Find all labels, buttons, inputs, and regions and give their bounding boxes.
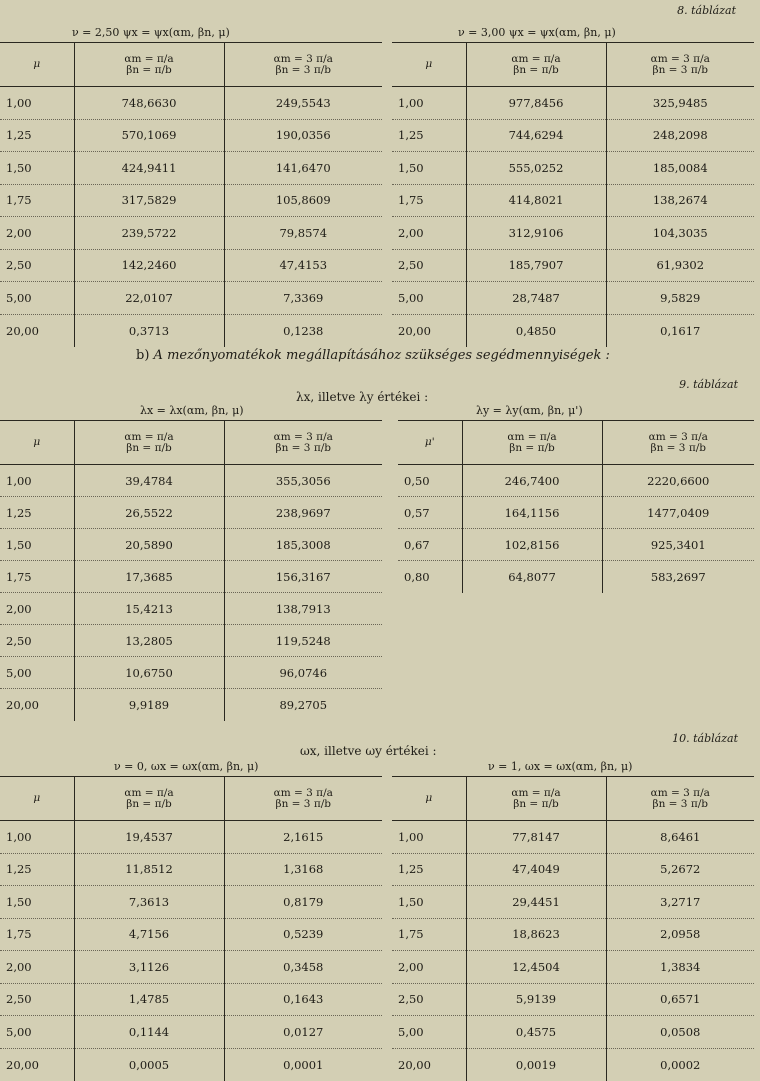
mu-cell: 20,00 xyxy=(398,1057,431,1072)
value-cell: 0,0005 xyxy=(74,1048,224,1081)
mu-cell: 5,00 xyxy=(0,1016,74,1049)
value-cell: 47,4049 xyxy=(466,853,606,886)
header-line: αm = 3 π/a xyxy=(650,786,710,799)
value-cell: 156,3167 xyxy=(224,561,382,593)
header-line: βn = 3 π/b xyxy=(652,797,708,810)
table8-label: 8. táblázat xyxy=(677,4,736,17)
table-row xyxy=(0,1016,382,1049)
value-cell: 0,0019 xyxy=(466,1048,606,1081)
header-line: αm = 3 π/a xyxy=(648,430,708,443)
value-cell: 3,1126 xyxy=(74,951,224,984)
value-cell: 246,7400 xyxy=(462,465,602,497)
value-cell: 1477,0409 xyxy=(602,497,754,529)
mu-cell: 1,75 xyxy=(392,918,466,951)
value-cell: 0,5239 xyxy=(224,918,382,951)
mu-cell: 5,00 xyxy=(0,282,74,315)
value-cell: 26,5522 xyxy=(74,497,224,529)
mu-header: μ' xyxy=(398,421,462,465)
mu-cell: 0,50 xyxy=(398,465,462,497)
value-cell: 0,4575 xyxy=(466,1016,606,1049)
value-cell: 0,3458 xyxy=(224,951,382,984)
table10-right-param: ν = 1, ωx = ωx(αm, βn, μ) xyxy=(488,760,633,773)
mu-cell: 2,00 xyxy=(0,593,74,625)
value-cell: 312,9106 xyxy=(466,217,606,250)
table-row xyxy=(0,184,382,217)
value-cell: 28,7487 xyxy=(466,282,606,315)
table-row xyxy=(398,561,754,593)
value-cell: 317,5829 xyxy=(74,184,224,217)
value-cell: 325,9485 xyxy=(606,87,754,120)
table-row xyxy=(392,184,754,217)
table-row xyxy=(0,689,382,721)
value-cell: 977,8456 xyxy=(466,87,606,120)
header-line: βn = 3 π/b xyxy=(652,63,708,76)
mu-cell: 1,75 xyxy=(392,184,466,217)
mu-header: μ xyxy=(0,777,74,821)
mu-cell: 1,25 xyxy=(392,853,466,886)
table-row xyxy=(0,282,382,315)
header-line: βn = π/b xyxy=(126,441,172,454)
value-cell: 17,3685 xyxy=(74,561,224,593)
table-row xyxy=(0,314,382,347)
table-row xyxy=(392,821,754,854)
mu-cell: 0,57 xyxy=(398,497,462,529)
table-row xyxy=(0,951,382,984)
value-cell: 925,3401 xyxy=(602,529,754,561)
mu-cell: 20,00 xyxy=(6,697,39,712)
header-line: βn = 3 π/b xyxy=(275,63,331,76)
table-row xyxy=(0,983,382,1016)
mu-cell: 1,00 xyxy=(0,465,74,497)
table-row xyxy=(0,87,382,120)
alpha-pi-header xyxy=(74,43,224,87)
value-cell: 5,9139 xyxy=(466,983,606,1016)
value-cell: 138,2674 xyxy=(606,184,754,217)
table9-left-param: λx = λx(αm, βn, μ) xyxy=(140,404,244,417)
table10-caption: ωx, illetve ωy értékei : xyxy=(300,744,437,758)
mu-cell: 2,00 xyxy=(392,217,466,250)
alpha-3pi-header xyxy=(224,421,382,465)
table8-left-param: ν = 2,50 ψx = ψx(αm, βn, μ) xyxy=(72,26,230,39)
header-line: βn = π/b xyxy=(126,797,172,810)
value-cell: 0,1144 xyxy=(74,1016,224,1049)
value-cell: 12,4504 xyxy=(466,951,606,984)
value-cell: 355,3056 xyxy=(224,465,382,497)
value-cell: 102,8156 xyxy=(462,529,602,561)
table-row xyxy=(0,886,382,919)
value-cell: 583,2697 xyxy=(602,561,754,593)
mu-cell: 1,75 xyxy=(0,561,74,593)
value-cell: 119,5248 xyxy=(224,625,382,657)
value-cell: 239,5722 xyxy=(74,217,224,250)
table-row xyxy=(392,886,754,919)
table-row xyxy=(392,249,754,282)
value-cell: 185,0084 xyxy=(606,152,754,185)
table-row xyxy=(398,529,754,561)
mu-cell: 1,50 xyxy=(0,152,74,185)
value-cell: 19,4537 xyxy=(74,821,224,854)
value-cell: 13,2805 xyxy=(74,625,224,657)
mu-cell: 2,00 xyxy=(392,951,466,984)
value-cell: 7,3369 xyxy=(224,282,382,315)
value-cell: 89,2705 xyxy=(224,689,382,721)
value-cell: 185,3008 xyxy=(224,529,382,561)
value-cell: 5,2672 xyxy=(606,853,754,886)
table-row xyxy=(0,217,382,250)
value-cell: 164,1156 xyxy=(462,497,602,529)
mu-cell: 2,50 xyxy=(392,249,466,282)
table9-caption: λx, illetve λy értékei : xyxy=(296,390,429,404)
value-cell: 10,6750 xyxy=(74,657,224,689)
header-line: βn = π/b xyxy=(513,63,559,76)
mu-cell: 2,50 xyxy=(392,983,466,1016)
value-cell: 15,4213 xyxy=(74,593,224,625)
value-cell: 0,0001 xyxy=(224,1048,382,1081)
table-row xyxy=(392,152,754,185)
mu-cell: 2,00 xyxy=(0,951,74,984)
table-row xyxy=(0,561,382,593)
mu-cell: 2,50 xyxy=(0,249,74,282)
table8-right xyxy=(392,42,754,347)
mu-cell: 2,50 xyxy=(0,625,74,657)
header-line: βn = π/b xyxy=(513,797,559,810)
value-cell: 1,3168 xyxy=(224,853,382,886)
mu-cell: 20,00 xyxy=(398,323,431,338)
mu-cell: 1,50 xyxy=(392,886,466,919)
table-row xyxy=(392,282,754,315)
mu-cell: 1,00 xyxy=(0,821,74,854)
value-cell: 1,4785 xyxy=(74,983,224,1016)
value-cell: 0,0127 xyxy=(224,1016,382,1049)
table-row xyxy=(0,853,382,886)
alpha-pi-header xyxy=(74,777,224,821)
mu-header: μ xyxy=(0,421,74,465)
value-cell: 2,1615 xyxy=(224,821,382,854)
value-cell: 0,0508 xyxy=(606,1016,754,1049)
value-cell: 414,8021 xyxy=(466,184,606,217)
value-cell: 0,3713 xyxy=(74,314,224,347)
value-cell: 744,6294 xyxy=(466,119,606,152)
table-row xyxy=(392,119,754,152)
value-cell: 2220,6600 xyxy=(602,465,754,497)
value-cell: 105,8609 xyxy=(224,184,382,217)
table10-label: 10. táblázat xyxy=(672,732,738,745)
table-row xyxy=(0,465,382,497)
alpha-3pi-header xyxy=(224,43,382,87)
table-row xyxy=(392,918,754,951)
value-cell: 0,1238 xyxy=(224,314,382,347)
table-row xyxy=(0,152,382,185)
table-row xyxy=(392,853,754,886)
table-row xyxy=(0,529,382,561)
header-line: βn = π/b xyxy=(126,63,172,76)
alpha-3pi-header xyxy=(606,777,754,821)
header-line: αm = π/a xyxy=(507,430,557,443)
value-cell: 142,2460 xyxy=(74,249,224,282)
mu-cell: 1,00 xyxy=(392,87,466,120)
value-cell: 238,9697 xyxy=(224,497,382,529)
header-line: βn = 3 π/b xyxy=(275,441,331,454)
value-cell: 249,5543 xyxy=(224,87,382,120)
mu-cell: 1,00 xyxy=(392,821,466,854)
mu-cell: 1,00 xyxy=(0,87,74,120)
value-cell: 61,9302 xyxy=(606,249,754,282)
value-cell: 424,9411 xyxy=(74,152,224,185)
mu-cell: 1,50 xyxy=(0,529,74,561)
value-cell: 2,0958 xyxy=(606,918,754,951)
mu-cell: 0,67 xyxy=(398,529,462,561)
alpha-pi-header xyxy=(466,777,606,821)
value-cell: 0,8179 xyxy=(224,886,382,919)
header-line: αm = π/a xyxy=(511,786,561,799)
table-row xyxy=(392,951,754,984)
table10-left xyxy=(0,776,382,1081)
table-row xyxy=(0,821,382,854)
header-line: αm = π/a xyxy=(124,430,174,443)
table10-right xyxy=(392,776,754,1081)
alpha-3pi-header xyxy=(224,777,382,821)
table-row xyxy=(0,657,382,689)
mu-cell: 2,00 xyxy=(0,217,74,250)
value-cell: 570,1069 xyxy=(74,119,224,152)
header-line: αm = 3 π/a xyxy=(273,52,333,65)
value-cell: 39,4784 xyxy=(74,465,224,497)
alpha-pi-header xyxy=(462,421,602,465)
table9-right-param: λy = λy(αm, βn, μ') xyxy=(476,404,583,417)
value-cell: 18,8623 xyxy=(466,918,606,951)
value-cell: 79,8574 xyxy=(224,217,382,250)
value-cell: 9,5829 xyxy=(606,282,754,315)
table8-left xyxy=(0,42,382,347)
mu-header: μ xyxy=(392,777,466,821)
table-row xyxy=(392,217,754,250)
value-cell: 141,6470 xyxy=(224,152,382,185)
value-cell: 1,3834 xyxy=(606,951,754,984)
table-row xyxy=(392,1016,754,1049)
table-row xyxy=(398,497,754,529)
value-cell: 7,3613 xyxy=(74,886,224,919)
value-cell: 96,0746 xyxy=(224,657,382,689)
mu-cell: 1,25 xyxy=(392,119,466,152)
value-cell: 104,3035 xyxy=(606,217,754,250)
mu-cell: 5,00 xyxy=(0,657,74,689)
table9-right xyxy=(398,420,754,593)
value-cell: 4,7156 xyxy=(74,918,224,951)
value-cell: 185,7907 xyxy=(466,249,606,282)
value-cell: 555,0252 xyxy=(466,152,606,185)
table10-left-param: ν = 0, ωx = ωx(αm, βn, μ) xyxy=(114,760,259,773)
value-cell: 748,6630 xyxy=(74,87,224,120)
section-b-prefix: b) xyxy=(136,348,150,363)
table8-right-param: ν = 3,00 ψx = ψx(αm, βn, μ) xyxy=(458,26,616,39)
mu-cell: 1,50 xyxy=(0,886,74,919)
alpha-pi-header xyxy=(74,421,224,465)
value-cell: 0,0002 xyxy=(606,1048,754,1081)
mu-cell: 0,80 xyxy=(404,569,430,584)
mu-cell: 1,50 xyxy=(392,152,466,185)
table-row xyxy=(392,314,754,347)
alpha-3pi-header xyxy=(606,43,754,87)
header-line: βn = 3 π/b xyxy=(275,797,331,810)
header-line: αm = 3 π/a xyxy=(650,52,710,65)
value-cell: 0,1617 xyxy=(606,314,754,347)
mu-cell: 1,75 xyxy=(0,184,74,217)
table-row xyxy=(0,918,382,951)
value-cell: 22,0107 xyxy=(74,282,224,315)
header-line: βn = π/b xyxy=(509,441,555,454)
value-cell: 0,1643 xyxy=(224,983,382,1016)
table-row xyxy=(0,119,382,152)
table-row xyxy=(392,1048,754,1081)
mu-cell: 5,00 xyxy=(392,1016,466,1049)
value-cell: 64,8077 xyxy=(462,561,602,593)
mu-cell: 1,75 xyxy=(0,918,74,951)
mu-cell: 20,00 xyxy=(6,323,39,338)
value-cell: 9,9189 xyxy=(74,689,224,721)
value-cell: 29,4451 xyxy=(466,886,606,919)
table-row xyxy=(0,625,382,657)
header-line: αm = π/a xyxy=(124,52,174,65)
table-row xyxy=(392,983,754,1016)
section-b-title: A mezőnyomatékok megállapításához szükséges segédmennyiségek : xyxy=(153,348,610,363)
value-cell: 77,8147 xyxy=(466,821,606,854)
value-cell: 248,2098 xyxy=(606,119,754,152)
value-cell: 138,7913 xyxy=(224,593,382,625)
header-line: αm = 3 π/a xyxy=(273,430,333,443)
table9-left xyxy=(0,420,382,721)
value-cell: 190,0356 xyxy=(224,119,382,152)
mu-cell: 20,00 xyxy=(6,1057,39,1072)
table-row xyxy=(0,497,382,529)
mu-cell: 1,25 xyxy=(0,119,74,152)
value-cell: 3,2717 xyxy=(606,886,754,919)
table-row xyxy=(0,249,382,282)
table9-label: 9. táblázat xyxy=(679,378,738,391)
table-row xyxy=(398,465,754,497)
mu-cell: 1,25 xyxy=(0,497,74,529)
alpha-pi-header xyxy=(466,43,606,87)
value-cell: 8,6461 xyxy=(606,821,754,854)
mu-cell: 2,50 xyxy=(0,983,74,1016)
table-row xyxy=(0,593,382,625)
mu-cell: 5,00 xyxy=(392,282,466,315)
value-cell: 0,6571 xyxy=(606,983,754,1016)
value-cell: 47,4153 xyxy=(224,249,382,282)
mu-header: μ xyxy=(0,43,74,87)
header-line: αm = π/a xyxy=(511,52,561,65)
alpha-3pi-header xyxy=(602,421,754,465)
value-cell: 20,5890 xyxy=(74,529,224,561)
header-line: αm = π/a xyxy=(124,786,174,799)
header-line: βn = 3 π/b xyxy=(650,441,706,454)
header-line: αm = 3 π/a xyxy=(273,786,333,799)
table-row xyxy=(0,1048,382,1081)
mu-cell: 1,25 xyxy=(0,853,74,886)
table-row xyxy=(392,87,754,120)
value-cell: 11,8512 xyxy=(74,853,224,886)
section-b-heading xyxy=(136,348,610,363)
value-cell: 0,4850 xyxy=(466,314,606,347)
mu-header: μ xyxy=(392,43,466,87)
